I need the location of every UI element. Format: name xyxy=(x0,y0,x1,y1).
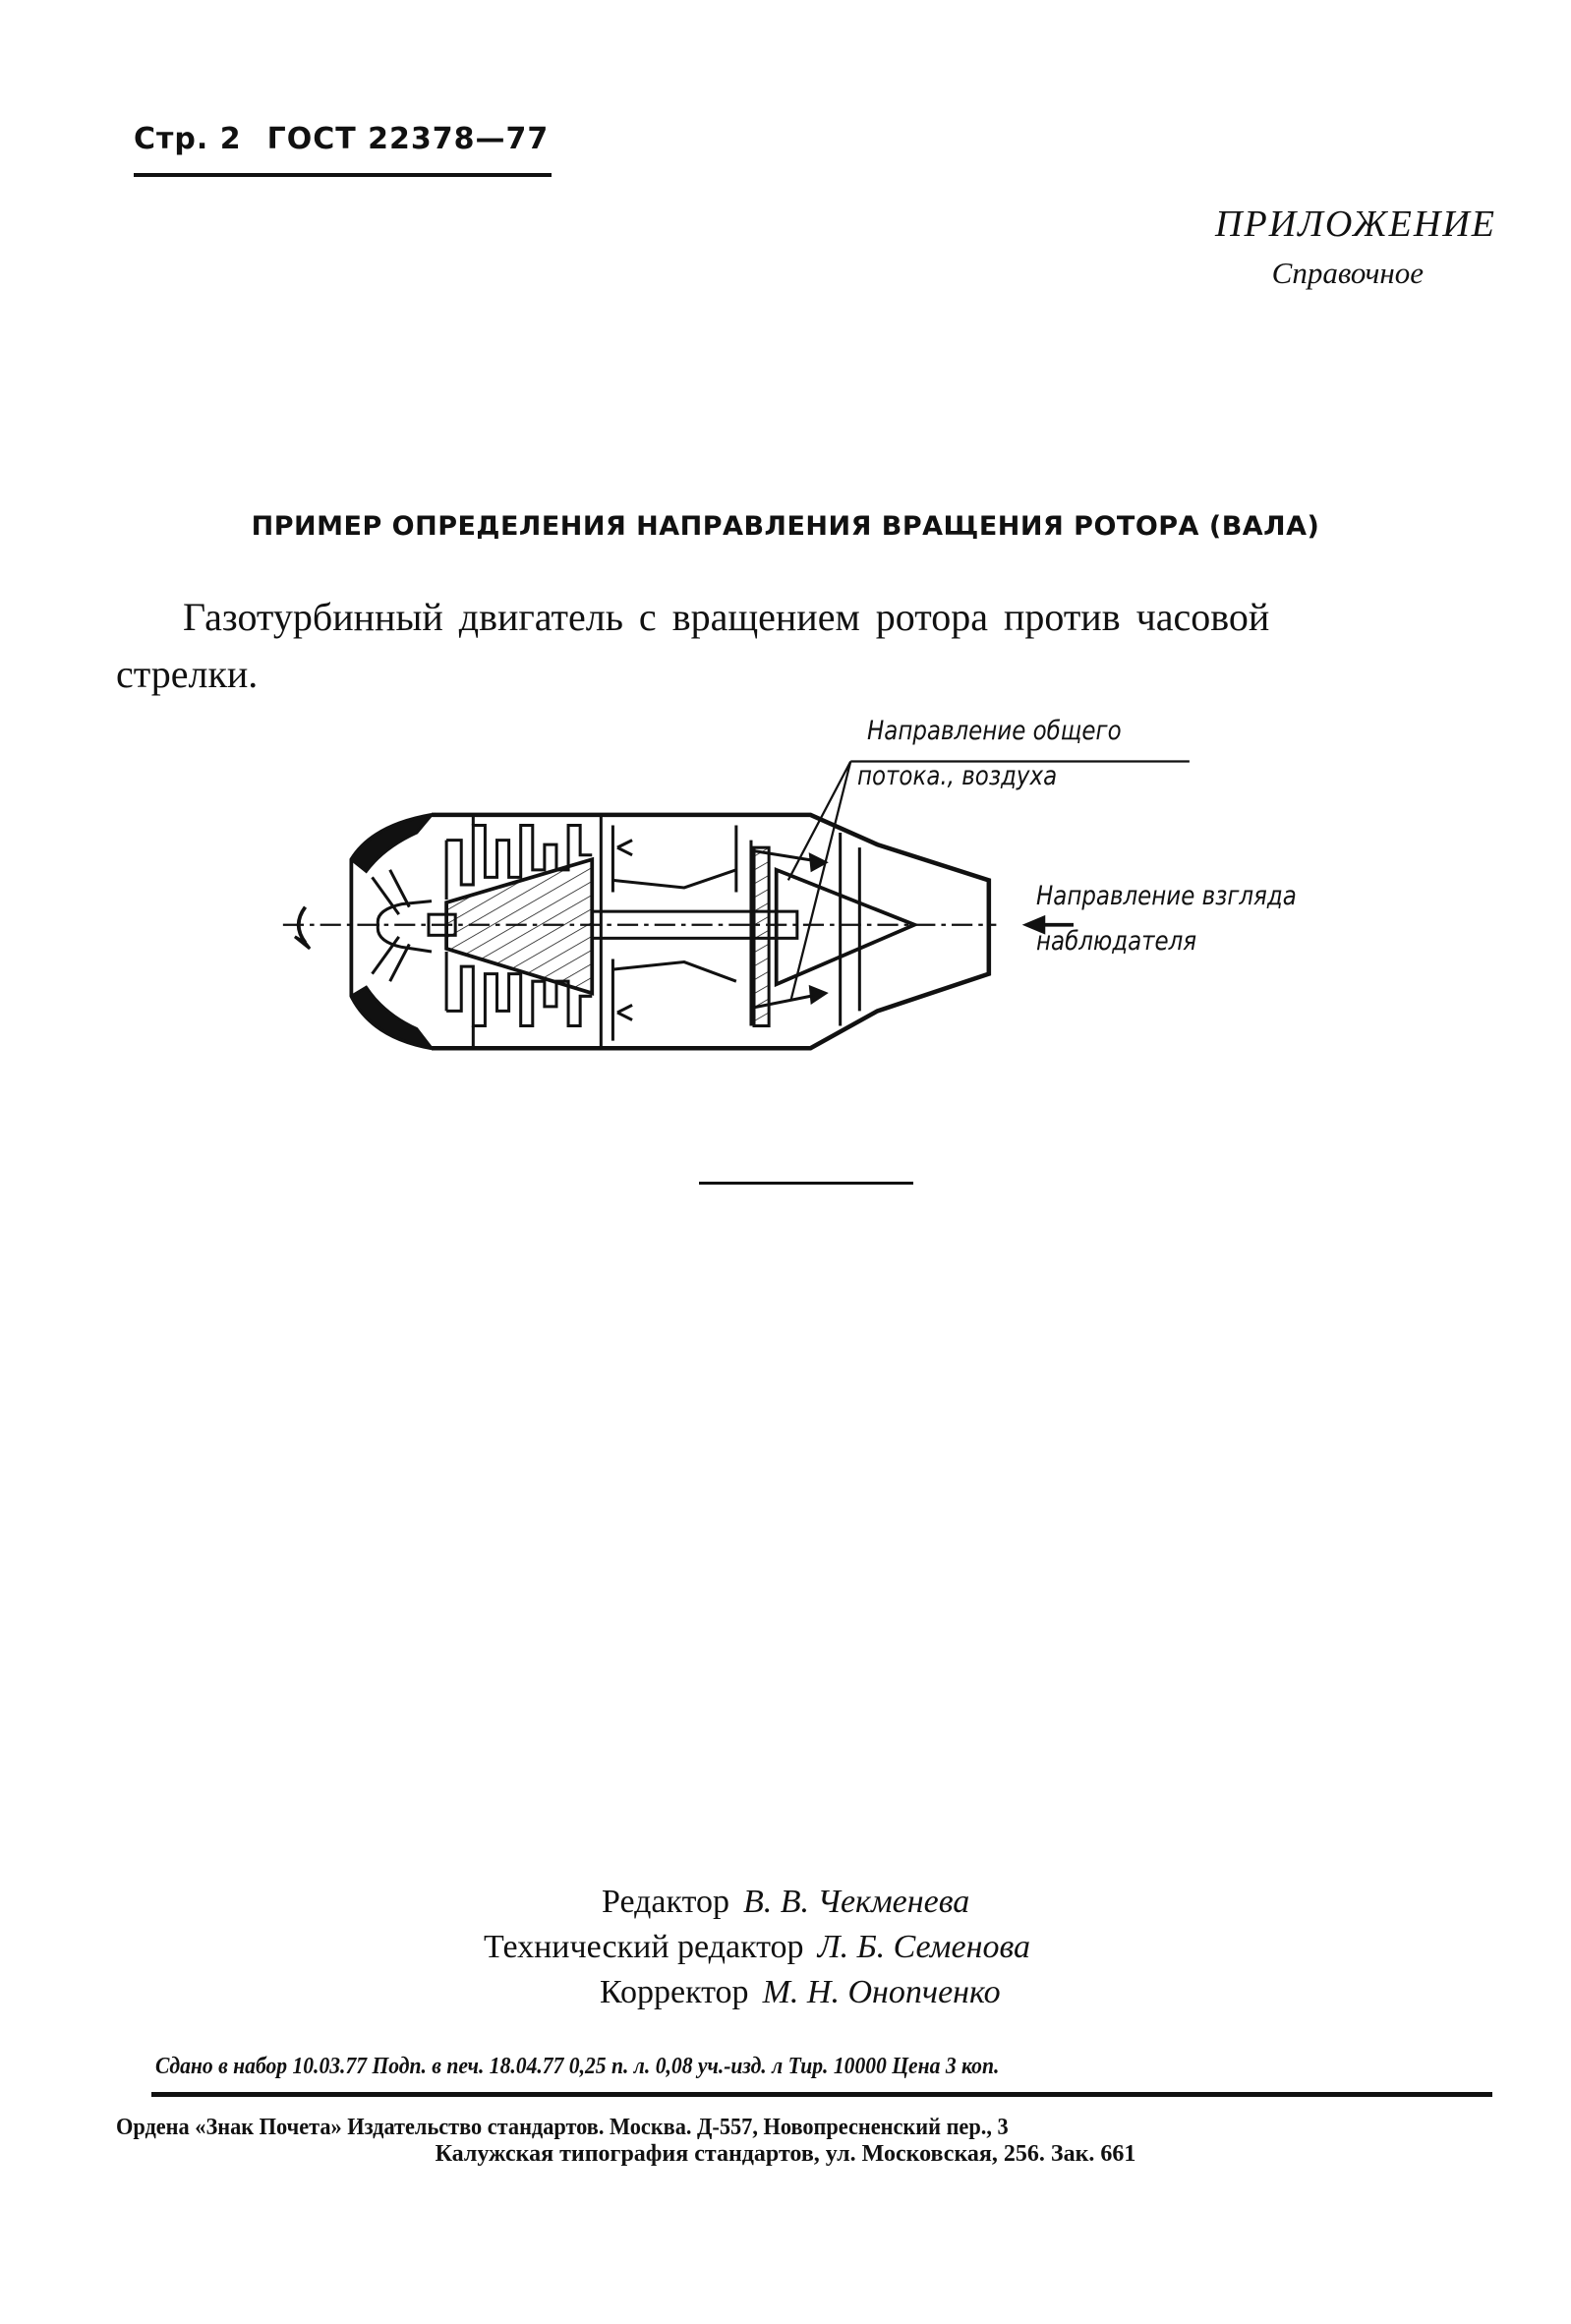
body-text-line-1: Газотурбинный двигатель с вращением ротора против часовой xyxy=(183,595,1270,639)
footer-rule xyxy=(151,2092,1492,2097)
credit-editor: Редактор В. В. Чекменева xyxy=(602,1884,970,1920)
combustor-bottom xyxy=(612,962,735,982)
standard-number: ГОСТ 22378—77 xyxy=(266,122,550,156)
intake-lip-bottom xyxy=(351,987,432,1048)
label-view-direction-1: Направление взгляда xyxy=(1036,881,1297,911)
appendix-subtitle: Справочное xyxy=(1271,256,1424,290)
spinner xyxy=(378,901,432,952)
intake-lip-top xyxy=(351,815,432,871)
combustor-top xyxy=(612,870,735,888)
publisher-line: Ордена «Знак Почета» Издательство стандартов. Москва. Д-557, Новопресненский пер., 3 xyxy=(116,2115,1009,2140)
label-flow-direction-2: потока., воздуха xyxy=(857,761,1058,791)
page-number: Стр. 2 xyxy=(134,122,242,156)
document-title: ПРИМЕР ОПРЕДЕЛЕНИЯ НАПРАВЛЕНИЯ ВРАЩЕНИЯ РОТОРА (ВАЛА) xyxy=(251,511,1320,542)
header-rule xyxy=(134,173,552,177)
credit-corrector: Корректор М. Н. Онопченко xyxy=(600,1974,1001,2010)
turbine-disc xyxy=(754,847,769,1025)
end-rule xyxy=(699,1182,913,1185)
label-flow-direction-1: Направление общего xyxy=(867,716,1122,746)
label-view-direction-2: наблюдателя xyxy=(1036,926,1197,957)
printer-line: Калужская типография стандартов, ул. Московская, 256. Зак. 661 xyxy=(435,2141,1136,2167)
appendix-title: ПРИЛОЖЕНИЕ xyxy=(1215,203,1496,245)
credit-tech-editor: Технический редактор Л. Б. Семенова xyxy=(484,1929,1030,1965)
page-header xyxy=(134,122,574,156)
body-text-line-2: стрелки. xyxy=(116,652,259,696)
imprint-line: Сдано в набор 10.03.77 Подп. в печ. 18.04.77 0,25 п. л. 0,08 уч.-изд. л Тир. 10000 Цена 3 коп. xyxy=(155,2054,1000,2079)
